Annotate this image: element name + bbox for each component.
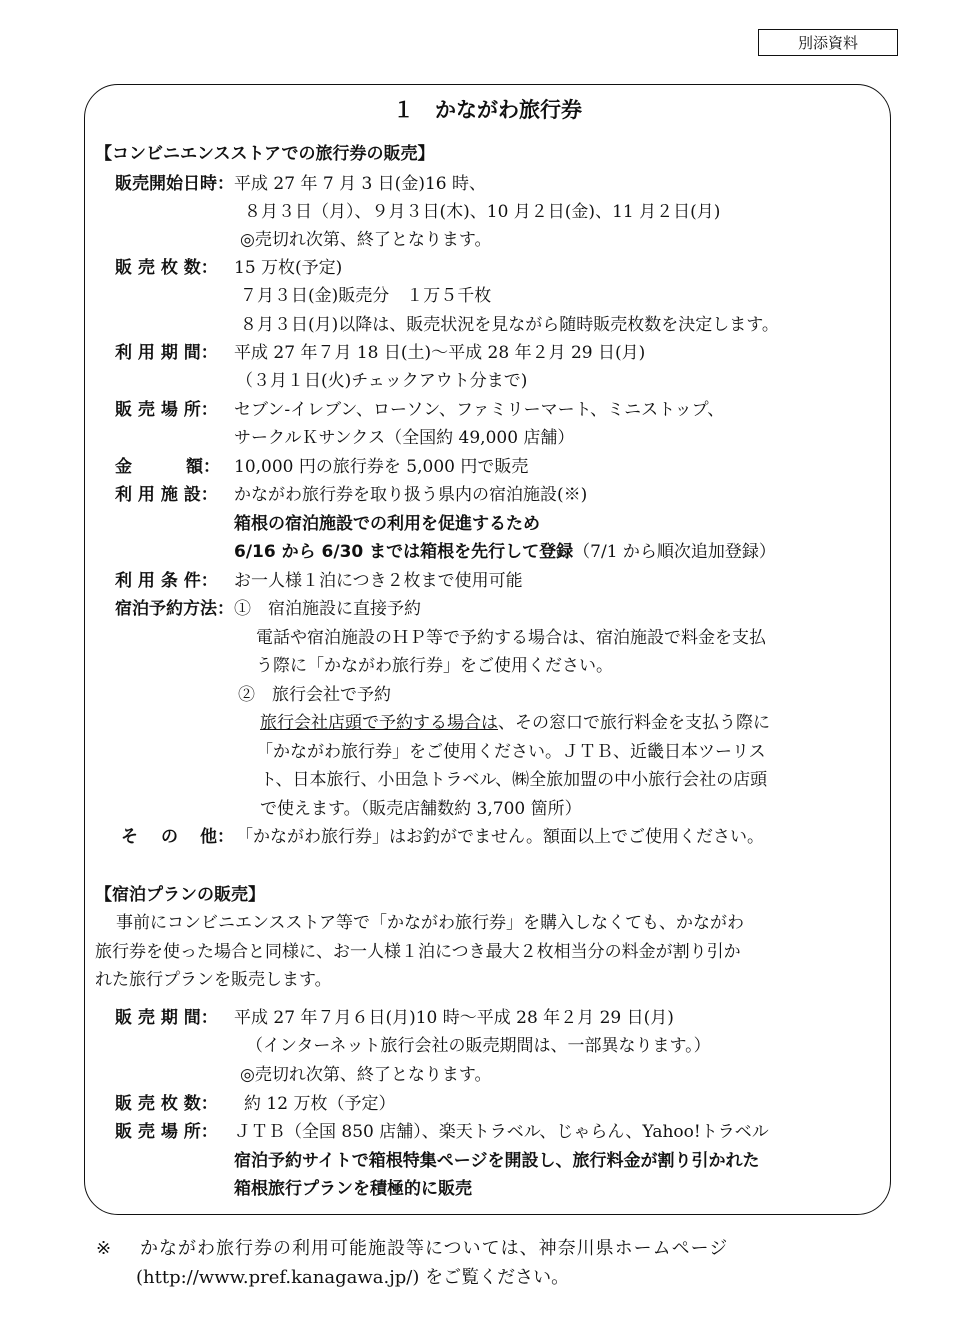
facility-line2: 箱根の宿泊施設での利用を促進するため [234,514,540,534]
label-condition: 利 用 条 件： [115,571,218,591]
sale-place-line2: サークルＫサンクス（全国約 49,000 店舗） [234,428,575,448]
label-facility: 利 用 施 設： [115,485,218,505]
other-line1: 「かながわ旅行券」はお釣がでません。額面以上でご使用ください。 [236,827,765,847]
label-other-a: そ [121,827,138,847]
booking-item1-line1: 電話や宿泊施設のＨＰ等で予約する場合は、宿泊施設で料金を支払 [256,628,766,648]
label-booking: 宿泊予約方法： [115,599,234,619]
page-title: １ かながわ旅行券 [393,98,582,122]
label-other-b: の [161,827,178,847]
label-plan-count: 販 売 枚 数： [115,1094,218,1114]
label-plan-place: 販 売 場 所： [115,1122,218,1142]
label-sale-count: 販 売 枚 数： [115,258,218,278]
footnote-line2: (http://www.pref.kanagawa.jp/) をご覧ください。 [136,1267,570,1288]
sale-start-line1: 平成 27 年 7 月 3 日(金)16 時、 [234,174,486,194]
sale-start-line3: ◎売切れ次第、終了となります。 [240,230,492,250]
booking-item2: ② 旅行会社で予約 [238,685,391,705]
label-amount-a: 金 [115,457,132,477]
footnote-line1: かながわ旅行券の利用可能施設等については、神奈川県ホームページ [140,1238,729,1259]
plan-intro-line3: れた旅行プランを販売します。 [95,970,332,990]
attachment-badge: 別添資料 [758,29,898,56]
label-amount-b: 額： [186,457,220,477]
booking-item2-underlined: 旅行会社店頭で予約する場合は [260,713,498,733]
booking-item2-line1-rest: 、その窓口で旅行料金を支払う際に [498,713,770,733]
section-heading-convenience: 【コンビニエンスストアでの旅行券の販売】 [95,144,435,164]
booking-item1-line2: う際に「かながわ旅行券」をご使用ください。 [256,656,613,676]
use-period-line2: （３月１日(火)チェックアウト分まで) [236,371,528,391]
condition-line1: お一人様１泊につき２枚まで使用可能 [234,571,523,591]
facility-line1: かながわ旅行券を取り扱う県内の宿泊施設(※) [234,485,588,505]
booking-item2-line1 [260,709,770,737]
facility-line3 [234,538,776,566]
booking-item2-line2: 「かながわ旅行券」をご使用ください。ＪＴＢ、近畿日本ツーリス [256,742,766,762]
facility-line3-bold: 6/16 から 6/30 までは箱根を先行して登録 [234,542,574,562]
label-sale-start: 販売開始日時： [115,174,234,194]
booking-item1: ① 宿泊施設に直接予約 [234,599,421,619]
sale-start-line2: ８月３日（月）、９月３日(木)、10 月２日(金)、11 月２日(月) [244,202,721,222]
plan-period-line1: 平成 27 年７月６日(月)10 時～平成 28 年２月 29 日(月) [234,1008,674,1028]
label-other-c: 他： [200,827,234,847]
label-plan-period: 販 売 期 間： [115,1008,218,1028]
plan-period-line3: ◎売切れ次第、終了となります。 [240,1065,492,1085]
facility-line3-rest: （7/1 から順次追加登録） [573,542,776,562]
plan-place-line1: ＪＴＢ（全国 850 店舗）、楽天トラベル、じゃらん、Yahoo!トラベル [234,1122,769,1142]
sale-place-line1: セブン-イレブン、ローソン、ファミリーマート、ミニストップ、 [234,400,725,420]
plan-intro-line2: 旅行券を使った場合と同様に、お一人様１泊につき最大２枚相当分の料金が割り引か [95,942,741,962]
footnote-mark: ※ [96,1238,113,1259]
label-sale-place: 販 売 場 所： [115,400,218,420]
sale-count-line2: ７月３日(金)販売分 １万５千枚 [240,286,492,306]
sale-count-line1: 15 万枚(予定) [234,258,343,278]
plan-count-line1: 約 12 万枚（予定） [244,1094,396,1114]
plan-place-line2: 宿泊予約サイトで箱根特集ページを開設し、旅行料金が割り引かれた [234,1151,760,1171]
sale-count-line3: ８月３日(月)以降は、販売状況を見ながら随時販売枚数を決定します。 [240,315,779,335]
label-use-period: 利 用 期 間： [115,343,218,363]
amount-line1: 10,000 円の旅行券を 5,000 円で販売 [234,457,529,477]
plan-period-line2: （インターネット旅行会社の販売期間は、一部異なります。） [246,1036,711,1056]
section-heading-plan: 【宿泊プランの販売】 [95,885,265,905]
plan-place-line3: 箱根旅行プランを積極的に販売 [234,1179,472,1199]
use-period-line1: 平成 27 年７月 18 日(土)～平成 28 年２月 29 日(月) [234,343,646,363]
plan-intro-line1: 事前にコンビニエンスストア等で「かながわ旅行券」を購入しなくても、かながわ [116,913,744,933]
booking-item2-line4: で使えます。（販売店舗数約 3,700 箇所） [260,799,582,819]
booking-item2-line3: ト、日本旅行、小田急トラベル、㈱全旅加盟の中小旅行会社の店頭 [260,770,768,790]
